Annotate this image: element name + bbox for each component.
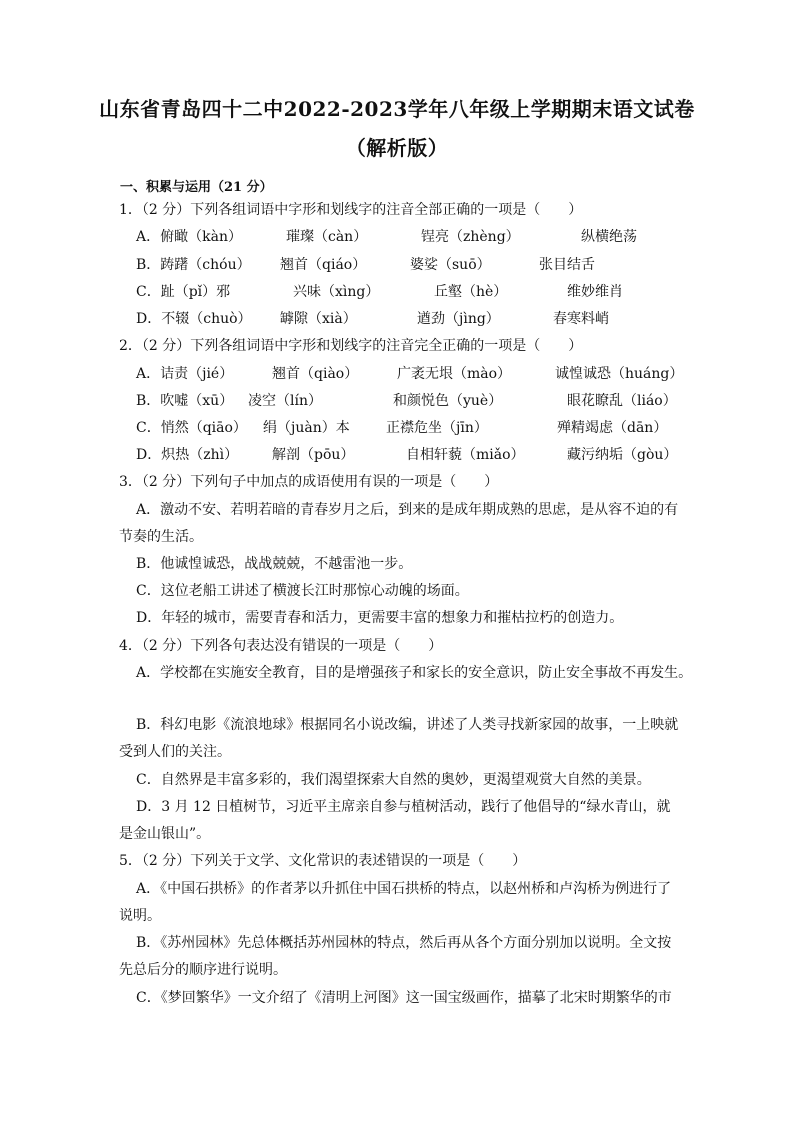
q3-option-a-cont: 节奏的生活。 <box>119 529 203 545</box>
q2-option-b-word2: 凌空（lín） <box>248 393 322 409</box>
q3-option-a: A．激动不安、若明若暗的青春岁月之后，到来的是成年期成熟的思虑，是从容不迫的有 <box>136 502 679 518</box>
q2-option-c-word4: 殚精竭虑（dān） <box>557 420 668 436</box>
q2-option-a-word4: 诚惶诚恐（huáng） <box>555 366 684 382</box>
q4-option-d: D．3 月 12 日植树节，习近平主席亲自参与植树活动，践行了他倡导的“绿水青山，就 <box>136 799 671 815</box>
q1-option-a: A．俯瞰（kàn） <box>136 229 242 245</box>
q2-option-c: C．悄然（qiāo） <box>136 420 247 436</box>
question-3-stem: 3．（2 分）下列句子中加点的成语使用有误的一项是（ ） <box>119 474 499 490</box>
q1-option-a-word4: 纵横绝荡 <box>581 229 637 245</box>
question-2-stem: 2．（2 分）下列各组词语中字形和划线字的注音完全正确的一项是（ ） <box>119 338 583 354</box>
q2-option-a-word3: 广袤无垠（mào） <box>397 366 512 382</box>
q2-option-d-word2: 解剖（pōu） <box>272 447 355 463</box>
q5-option-a-cont: 说明。 <box>119 908 161 924</box>
q1-option-d-word2: 罅隙（xià） <box>280 311 357 327</box>
q5-option-b-cont: 先总后分的顺序进行说明。 <box>119 962 287 978</box>
q1-option-c-word3: 丘壑（hè） <box>434 284 508 300</box>
q2-option-b-word3: 和颜悦色（yuè） <box>393 393 503 409</box>
q1-option-c-word2: 兴味（xìng） <box>293 284 380 300</box>
q1-option-b: B．踌躇（chóu） <box>136 257 251 273</box>
q1-option-b-word4: 张目结舌 <box>539 257 595 273</box>
question-4-stem: 4．（2 分）下列各句表达没有错误的一项是（ ） <box>119 638 443 654</box>
q1-option-c: C．趾（pǐ）邪 <box>136 284 231 300</box>
q1-option-b-word3: 婆娑（suō） <box>410 257 491 273</box>
exam-title-suffix: （解析版） <box>345 136 449 160</box>
q1-option-d: D．不辍（chuò） <box>136 311 252 327</box>
q2-option-c-word3: 正襟危坐（jīn） <box>386 420 488 436</box>
q3-option-d: D．年轻的城市，需要青春和活力，更需要丰富的想象力和摧枯拉朽的创造力。 <box>136 610 624 626</box>
q1-option-a-word3: 锃亮（zhèng） <box>421 229 520 245</box>
q2-option-d: D．炽热（zhì） <box>136 447 239 463</box>
q2-option-b-word4: 眼花瞭乱（liáo） <box>567 393 677 409</box>
q1-option-d-word3: 遒劲（jìng） <box>417 311 500 327</box>
q4-option-b: B．科幻电影《流浪地球》根据同名小说改编，讲述了人类寻找新家园的故事，一上映就 <box>136 717 679 733</box>
question-1-stem: 1．（2 分）下列各组词语中字形和划线字的注音全部正确的一项是（ ） <box>119 202 583 218</box>
q2-option-b: B．吹嘘（xū） <box>136 393 234 409</box>
q4-option-b-cont: 受到人们的关注。 <box>119 744 231 760</box>
q1-option-d-word4: 春寒料峭 <box>553 311 609 327</box>
q1-option-b-word2: 翘首（qiáo） <box>280 257 367 273</box>
question-5-stem: 5．（2 分）下列关于文学、文化常识的表述错误的一项是（ ） <box>119 853 527 869</box>
q4-option-c: C．自然界是丰富多彩的，我们渴望探索大自然的奥妙，更渴望观赏大自然的美景。 <box>136 772 651 788</box>
q2-option-a: A．诘责（jié） <box>136 366 234 382</box>
q1-option-a-word2: 璀璨（càn） <box>286 229 368 245</box>
q4-option-a: A．学校都在实施安全教育，目的是增强孩子和家长的安全意识，防止安全事故不再发生。 <box>136 665 693 681</box>
section-heading: 一、积累与运用（21 分） <box>120 180 273 195</box>
q3-option-b: B．他诚惶诚恐，战战兢兢，不越雷池一步。 <box>136 556 413 572</box>
q5-option-b: B．《苏州园林》先总体概括苏州园林的特点，然后再从各个方面分别加以说明。全文按 <box>136 935 672 951</box>
q4-option-d-cont: 是金山银山”。 <box>119 826 211 842</box>
q5-option-c: C．《梦回繁华》一文介绍了《清明上河图》这一国宝级画作，描摹了北宋时期繁华的市 <box>136 990 672 1006</box>
q3-option-c: C．这位老船工讲述了横渡长江时那惊心动魄的场面。 <box>136 583 469 599</box>
q2-option-c-word2: 绢（juàn）本 <box>263 420 350 436</box>
exam-title: 山东省青岛四十二中2022-2023学年八年级上学期期末语文试卷 <box>99 97 695 121</box>
q2-option-a-word2: 翘首（qiào） <box>272 366 359 382</box>
q1-option-c-word4: 维妙维肖 <box>567 284 623 300</box>
q2-option-d-word4: 藏污纳垢（gòu） <box>567 447 678 463</box>
q2-option-d-word3: 自相轩藐（miǎo） <box>406 447 525 463</box>
q5-option-a: A．《中国石拱桥》的作者茅以升抓住中国石拱桥的特点，以赵州桥和卢沟桥为例进行了 <box>136 881 672 897</box>
